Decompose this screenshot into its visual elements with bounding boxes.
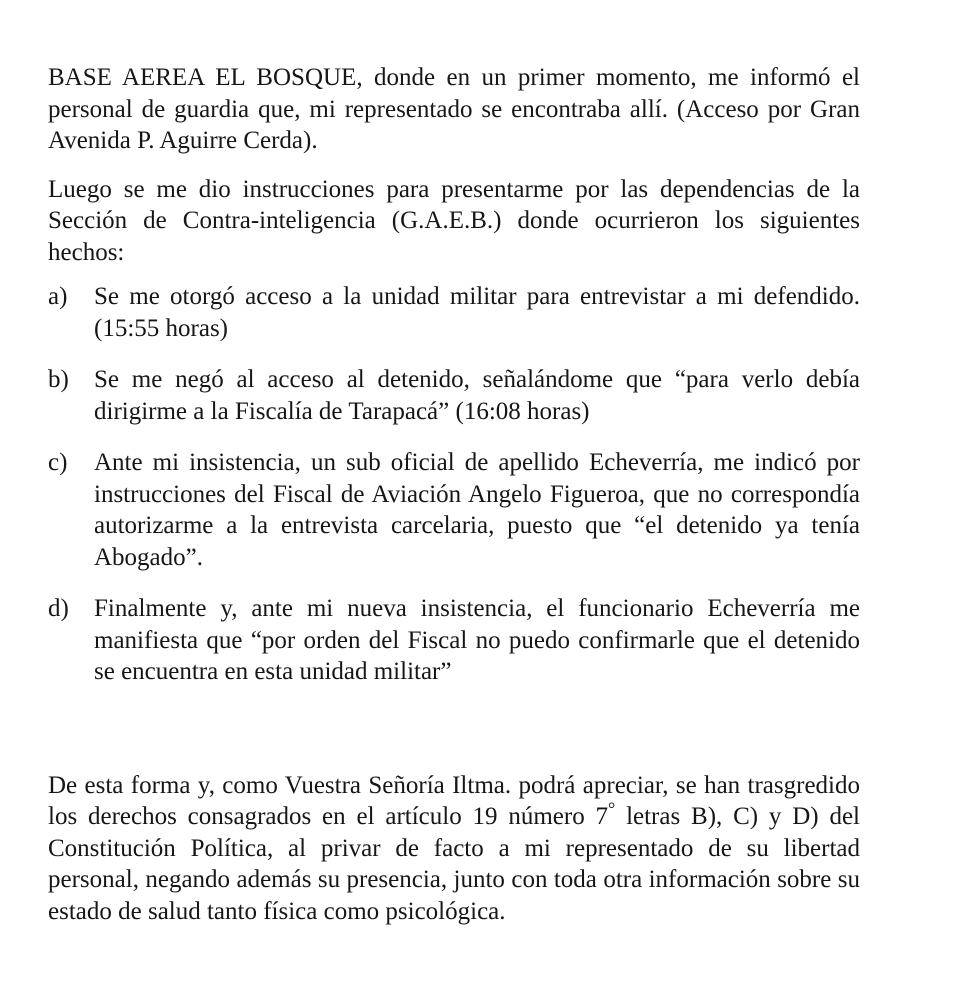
list-item: [48, 281, 860, 344]
degree-symbol: °: [608, 798, 616, 819]
list-item-letter: c): [48, 449, 68, 476]
list-item-letter: d): [48, 595, 69, 622]
list-item: [48, 447, 860, 573]
document-page: [48, 62, 860, 927]
intro-paragraph-1: BASE AEREA EL BOSQUE, donde en un primer momento, me informó el personal de guardia que, mi representado se encontraba allí. (Acceso por Gran Avenida P. Aguirre Cerda).: [48, 64, 860, 154]
facts-list: [48, 281, 860, 688]
closing-text-start: De esta forma y, como Vuestra Señoría Iltma. podrá apreciar, se han trasgredido los derechos consagrados en el artículo 19 número 7: [48, 771, 860, 830]
list-item-letter: b): [48, 366, 69, 393]
intro-paragraph-2: Luego se me dio instrucciones para presentarme por las dependencias de la Sección de Contra-inteligencia (G.A.E.B.) donde ocurrieron los siguientes hechos:: [48, 175, 860, 266]
list-item-text: Se me otorgó acceso a la unidad militar para entrevistar a mi defendido. (15:55 horas): [94, 283, 860, 342]
list-item-text: Se me negó al acceso al detenido, señalándome que “para verlo debía dirigirme a la Fiscalía de Tarapacá” (16:08 horas): [94, 366, 860, 425]
list-item-text: Finalmente y, ante mi nueva insistencia, el funcionario Echeverría me manifiesta que “por orden del Fiscal no puedo confirmarle que el detenido se encuentra en esta unidad militar”: [94, 595, 860, 685]
list-item-text: Ante mi insistencia, un sub oficial de apellido Echeverría, me indicó por instrucciones del Fiscal de Aviación Angelo Figueroa, que no correspondía autorizarme a la entrevista carcelaria, puesto que “el detenido ya tenía Abogado”.: [94, 449, 860, 571]
closing-text-end: letras B), C) y D) del Constitución Política, al privar de facto a mi representado de su libertad personal, negando además su presencia, junto con toda otra información sobre su estado de salud tanto física como psicológica.: [48, 803, 861, 925]
list-item-letter: a): [48, 283, 68, 310]
blank-space: [48, 708, 860, 770]
list-item: [48, 364, 860, 427]
closing-paragraph: [48, 770, 860, 928]
list-item: [48, 593, 860, 688]
